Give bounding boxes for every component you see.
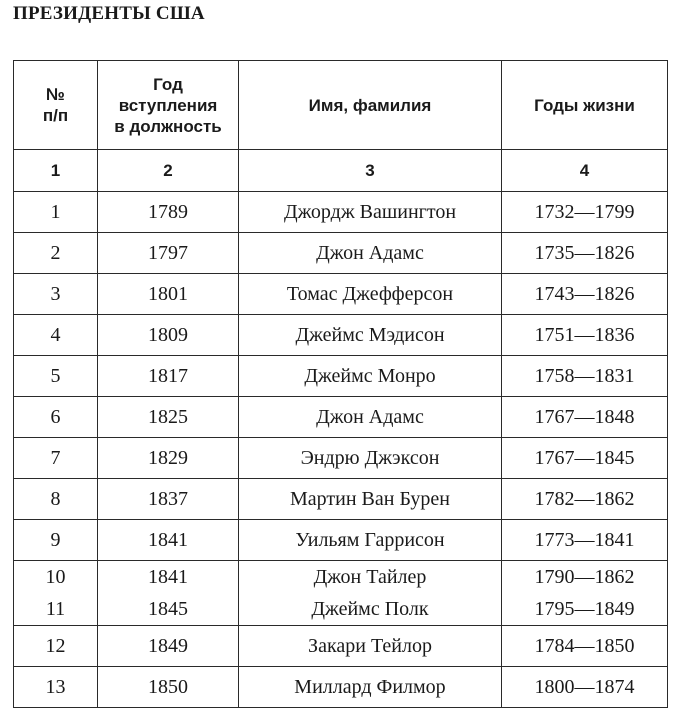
table-row [14,192,668,233]
row-name: Джордж Вашингтон [239,192,502,233]
table-row [14,479,668,520]
row-year: 1817 [98,356,239,397]
header-number [14,61,98,150]
column-index-cell: 1 [14,150,98,192]
row-year: 1801 [98,274,239,315]
row-life: 1790—1862 [502,561,668,594]
row-year: 1789 [98,192,239,233]
row-number: 6 [14,397,98,438]
row-name: Джеймс Полк [239,593,502,626]
row-number: 5 [14,356,98,397]
row-name: Джеймс Монро [239,356,502,397]
row-name: Эндрю Джэксон [239,438,502,479]
row-name: Закари Тейлор [239,626,502,667]
table-row [14,397,668,438]
row-life: 1782—1862 [502,479,668,520]
row-number: 4 [14,315,98,356]
table-row [14,233,668,274]
row-name: Джон Адамс [239,397,502,438]
row-name: Джон Адамс [239,233,502,274]
row-life: 1773—1841 [502,520,668,561]
table-row [14,356,668,397]
row-number: 1 [14,192,98,233]
page-title: ПРЕЗИДЕНТЫ США [13,3,205,24]
column-index-cell: 2 [98,150,239,192]
row-name: Томас Джефферсон [239,274,502,315]
table-row [14,626,668,667]
row-number: 2 [14,233,98,274]
row-year: 1850 [98,667,239,708]
row-year: 1825 [98,397,239,438]
row-life: 1732—1799 [502,192,668,233]
row-number: 7 [14,438,98,479]
column-index-cell: 4 [502,150,668,192]
row-number: 3 [14,274,98,315]
row-year: 1829 [98,438,239,479]
column-index-cell: 3 [239,150,502,192]
presidents-table [13,60,668,708]
row-life: 1795—1849 [502,593,668,626]
table-row [14,667,668,708]
row-name: Джон Тайлер [239,561,502,594]
row-number: 10 [14,561,98,594]
column-index-row [14,150,668,192]
row-year: 1845 [98,593,239,626]
header-number-line-1: № [46,85,65,104]
row-number: 9 [14,520,98,561]
row-number: 8 [14,479,98,520]
table-row [14,593,668,626]
table-row [14,315,668,356]
table-row [14,438,668,479]
row-name: Джеймс Мэдисон [239,315,502,356]
row-life: 1751—1836 [502,315,668,356]
header-year-line-1: Год [153,74,183,94]
row-year: 1797 [98,233,239,274]
table-row [14,561,668,594]
row-name: Миллард Филмор [239,667,502,708]
row-year: 1841 [98,561,239,594]
row-life: 1758—1831 [502,356,668,397]
row-name: Мартин Ван Бурен [239,479,502,520]
row-number: 13 [14,667,98,708]
header-life: Годы жизни [502,61,668,150]
row-year: 1837 [98,479,239,520]
row-number: 12 [14,626,98,667]
header-year [98,61,239,150]
row-year: 1809 [98,315,239,356]
row-life: 1743—1826 [502,274,668,315]
row-life: 1800—1874 [502,667,668,708]
row-name: Уильям Гаррисон [239,520,502,561]
row-life: 1767—1845 [502,438,668,479]
table-row [14,520,668,561]
row-life: 1784—1850 [502,626,668,667]
row-life: 1767—1848 [502,397,668,438]
row-year: 1841 [98,520,239,561]
row-number: 11 [14,593,98,626]
row-life: 1735—1826 [502,233,668,274]
header-name: Имя, фамилия [239,61,502,150]
header-year-line-3: в должность [114,116,222,136]
header-year-line-2: вступления [118,95,218,115]
table-row [14,274,668,315]
header-number-line-2: п/п [42,106,69,125]
row-year: 1849 [98,626,239,667]
header-row [14,61,668,150]
